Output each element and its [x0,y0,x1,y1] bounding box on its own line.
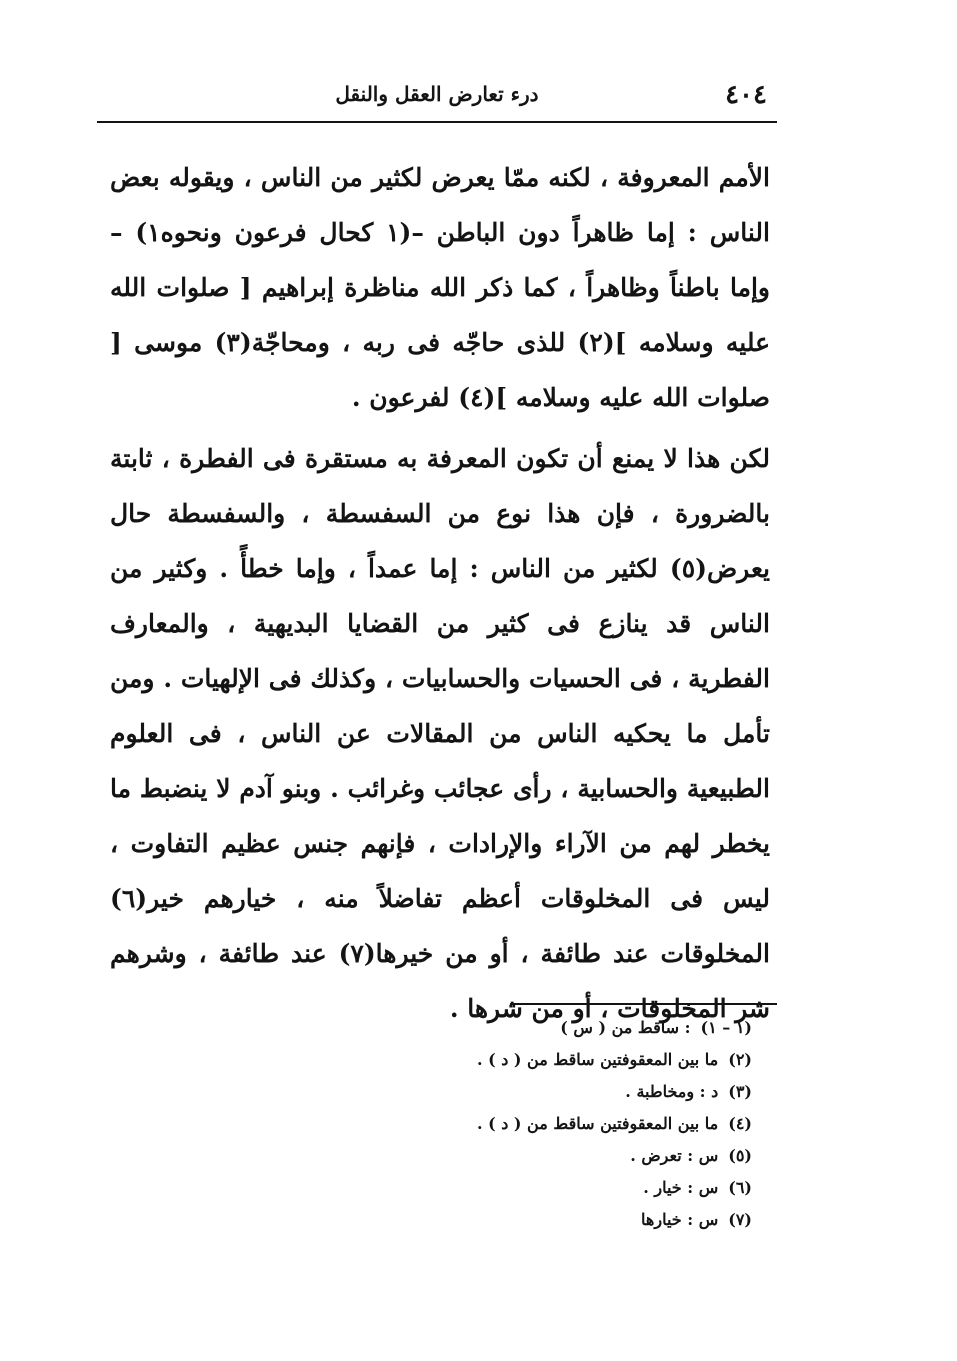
running-header [97,78,777,114]
footnote-text: ما بين المعقوفتين ساقط من ( د ) . [476,1114,719,1133]
footnote-item [412,1108,752,1140]
footnote-text: س : خيارها [641,1210,719,1229]
footnote-text: د : ومخاطبة . [625,1082,719,1101]
footnote-item [412,1204,752,1236]
footnote-item [412,1012,752,1044]
footnote-text: ما بين المعقوفتين ساقط من ( د ) . [476,1050,719,1069]
footnote-number: (٥) [728,1146,752,1165]
footnote-number: (٧) [728,1210,752,1229]
book-title: درء تعارض العقل والنقل [335,82,539,106]
footnote-item [412,1076,752,1108]
footnote-number: (٣) [728,1082,752,1101]
footnote-item [412,1044,752,1076]
footnote-text: : ساقط من ( س ) [560,1018,691,1037]
footnotes-list [412,1012,752,1236]
footnote-item [412,1140,752,1172]
paragraph: لكن هذا لا يمنع أن تكون المعرفة به مستقرة فى الفطرة ، ثابتة بالضرورة ، فإن هذا نوع من السفسطة ، والسفسطة حال يعرض(٥) لكثير من الناس : إما عمداً ، وإما خطأً . وكثير من الناس قد ينازع فى كثير من القضايا البديهية ، والمعارف الفطرية ، فى الحسيات والحسابيات ، وكذلك فى الإلهيات . ومن تأمل ما يحكيه الناس من المقالات عن الناس ، فى العلوم الطبيعية والحسابية ، رأى عجائب وغرائب . وبنو آدم لا ينضبط ما يخطر لهم من الآراء والإرادات ، فإنهم جنس عظيم التفاوت ، ليس فى المخلوقات أعظم تفاضلاً منه ، خيارهم خير(٦) المخلوقات عند طائفة ، أو من خيرها(٧) عند طائفة ، وشرهم شر المخلوقات ، أو من شرها . [110,444,770,1023]
footnote-number: (٤) [728,1114,752,1133]
footnote-text: س : خيار . [643,1178,719,1197]
footnote-number: (٦) [728,1178,752,1197]
main-text [110,150,770,1036]
header-divider [97,121,777,123]
footnote-number: (١ – ١) [700,1018,752,1037]
footnote-text: س : تعرض . [630,1146,719,1165]
footnote-divider [510,1003,777,1005]
footnote-item [412,1172,752,1204]
paragraph: الأمم المعروفة ، لكنه ممّا يعرض لكثير من الناس ، ويقوله بعض الناس : إما ظاهراً دون الباطن –(١ كحال فرعون ونحوه١) – وإما باطناً وظاهراً ، كما ذكر الله مناظرة إبراهيم [ صلوات الله عليه وسلامه ](٢) للذى حاجّه فى ربه ، ومحاجّة(٣) موسى [ صلوات الله عليه وسلامه ](٤) لفرعون . [110,163,771,412]
page-number: ٤٠٤ [725,80,767,110]
footnote-number: (٢) [728,1050,752,1069]
